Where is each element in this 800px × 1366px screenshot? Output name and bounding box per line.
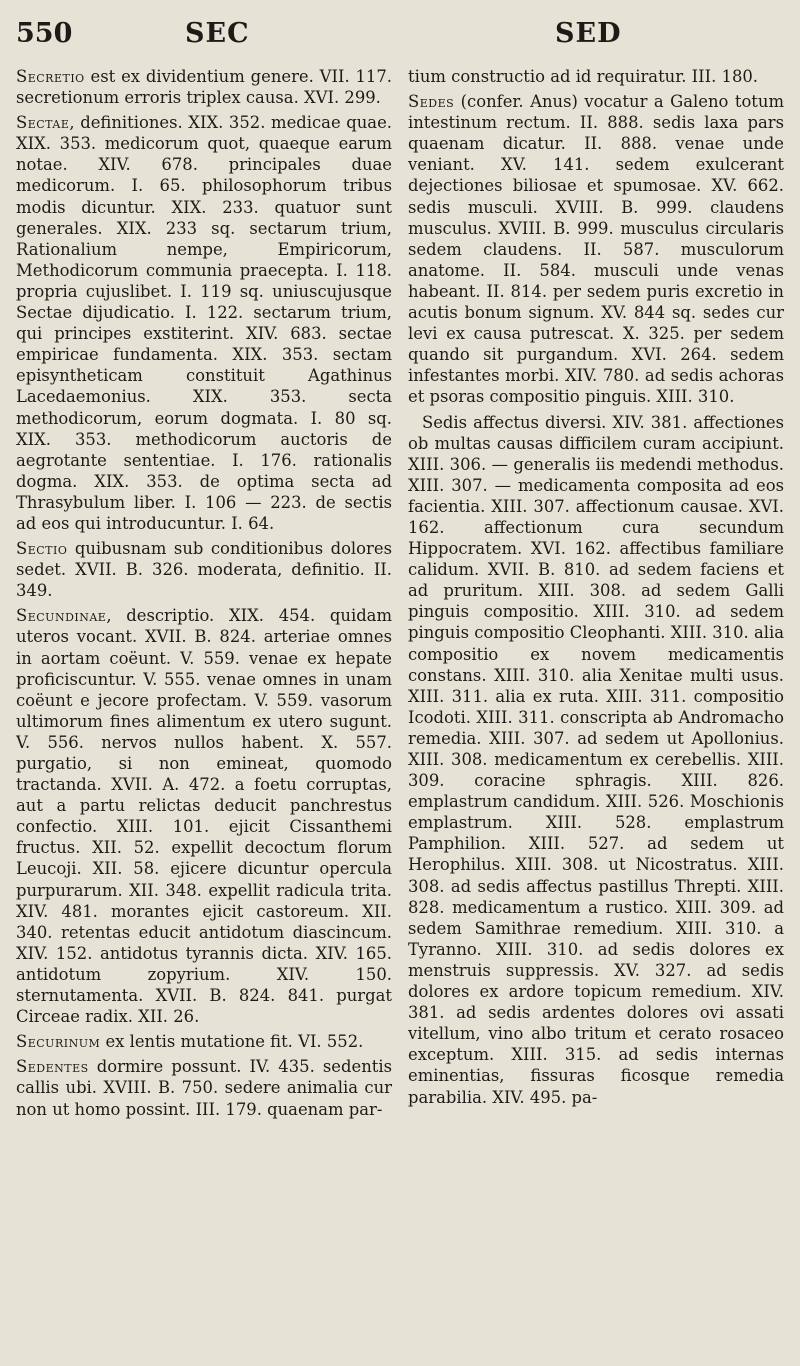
entry-text: Sedis affectus diversi. XIV. 381. affectiones ob multas causas difficilem curam accipiunt. XIII. 306. — generalis iis medendi methodus. XIII. 307. — medicamenta composita ad eos facientia. XIII. 307. affectionum causae. XVI. 162. affectionum cura secundum Hippocratem. XVI. 162. affectibus familiare calidum. XVII. B. 810. ad sedem faciens et ad pruritum. XIII. 308. ad sedem Galli pinguis compositio. XIII. 310. ad sedem pinguis compositio Cleophanti. XIII. 310. alia compositio ex novem medicamentis constans. XIII. 310. alia Xenitae multi usus. XIII. 311. alia ex ruta. XIII. 311. compositio Icodoti. XIII. 311. conscripta ab Andromacho remedia. XIII. 307. ad sedem ut Apollonius. XIII. 308. medicamentum ex cerebellis. XIII. 309. coracine sphragis. XIII. 826. emplastrum candidum. XIII. 526. Moschionis emplastrum. XIII. 528. emplastrum Pamphilion. XIII. 527. ad sedem ut Herophilus. XIII. 308. ut Nicostratus. XIII. 308. ad sedis affectus pastillus Threpti. XIII. 828. medicamentum a rustico. XIII. 309. ad sedem Samithrae remedium. XIII. 310. a Tyranno. XIII. 310. ad sedis dolores ex menstruis suppressis. XV. 327. ad sedis dolores ex ardore topicum remedium. XIV. 381. ad sedis ardentes dolores ovi assati vitellum, vino albo tritum et cerato rosaceo exceptum. XIII. 315. ad sedis internas eminentias, fissuras ficosque remedia parabilia. XIV. 495. pa- xyxy=(408,412,784,1107)
running-head-right: SED xyxy=(555,18,622,49)
index-entry xyxy=(16,605,392,1027)
entry-text: tium constructio ad id requiratur. III. 180. xyxy=(408,67,759,86)
entry-lemma: Sedentes xyxy=(16,1057,89,1077)
entry-text: , definitiones. XIX. 352. medicae quae. XIX. 353. medicorum quot, quaeque earum notae. XIV. 678. principales duae medicorum. I. 65. philosophorum tribus modis dicuntur. XIX. 233. quatuor sunt generales. XIX. 233 sq. sectarum trium, Rationalium nempe, Empiricorum, Methodicorum communia praecepta. I. 118. propria cujuslibet. I. 119 sq. uniuscujusque Sectae dijudicatio. I. 122. sectarum trium, qui principes exstiterint. XIV. 683. sectae empiricae fundamenta. XIX. 353. sectam episyntheticam constituit Agathinus Lacedaemonius. XIX. 353. secta methodicorum, eorum dogmata. I. 80 sq. XIX. 353. methodicorum auctoris de aegrotante sententiae. I. 176. rationalis dogma. XIX. 353. de optima secta ad Thrasybulum liber. I. 106 — 223. de sectis ad eos qui introducuntur. I. 64. xyxy=(16,113,392,533)
entry-lemma: Secretio xyxy=(16,67,85,86)
index-entry xyxy=(408,412,784,1108)
index-entry xyxy=(16,1056,392,1119)
entry-text: ex lentis mutatione fit. VI. 552. xyxy=(100,1032,364,1052)
entry-lemma: Sedes xyxy=(408,92,455,112)
index-entry xyxy=(16,1031,392,1052)
entry-lemma: Sectae xyxy=(16,113,70,133)
index-entry xyxy=(16,538,392,601)
entry-lemma: Sectio xyxy=(16,539,68,559)
page-header xyxy=(0,18,800,54)
index-entry xyxy=(408,66,784,87)
right-column xyxy=(408,66,784,1108)
index-entry xyxy=(16,66,392,108)
entry-text: , descriptio. XIX. 454. quidam uteros vocant. XVII. B. 824. arteriae omnes in aortam coëunt. V. 559. venae ex hepate proficiscuntur. V. 555. venae omnes in unam coëunt e jecore profectam. V. 559. vasorum ultimorum fines alimentum ex utero sugunt. V. 556. nervos nullos habent. X. 557. purgatio, si non emineat, quomodo tractanda. XVII. A. 472. a foetu corruptas, aut a partu relictas deducit panchrestus confectio. XIII. 101. ejicit Cissanthemi fructus. XII. 52. expellit decoctum florum Leucoji. XII. 58. ejicere dicuntur opercula purpurarum. XII. 348. expellit radicula trita. XIV. 481. morantes ejicit castoreum. XII. 340. retentas educit antidotum diascincum. XIV. 152. antidotus tyrannis dicta. XIV. 165. antidotum zopyrium. XIV. 150. sternutamenta. XVII. B. 824. 841. purgat Circeae radix. XII. 26. xyxy=(16,606,392,1027)
page-number: 550 xyxy=(16,18,73,49)
entry-text: dormire possunt. IV. 435. sedentis callis ubi. XVIII. B. 750. sedere animalia cur non ut homo possint. III. 179. quaenam par- xyxy=(16,1057,392,1119)
entry-lemma: Securinum xyxy=(16,1032,101,1052)
running-head-left: SEC xyxy=(185,18,250,49)
index-entry xyxy=(16,112,392,534)
index-entry xyxy=(408,91,784,407)
entry-lemma: Secundinae xyxy=(16,606,107,626)
left-column xyxy=(16,66,392,1120)
entry-text: (confer. Anus) vocatur a Galeno totum intestinum rectum. II. 888. sedis laxa pars quaenam dicatur. II. 888. venae unde veniant. XV. 141. sedem exulcerant dejectiones biliosae et spumosae. XV. 662. sedis musculi. XVIII. B. 999. claudens musculus. XVIII. B. 999. musculus circularis sedem claudens. II. 587. musculorum anatome. II. 584. musculi unde venas habeant. II. 814. per sedem puris excretio in acutis bonum signum. XV. 844 sq. sedes cur levi ex causa putrescat. X. 325. per sedem quando sit purgandum. XVI. 264. sedem infestantes morbi. XIV. 780. ad sedis achoras et psoras compositio pinguis. XIII. 310. xyxy=(408,92,784,407)
entry-text: quibusnam sub conditionibus dolores sedet. XVII. B. 326. moderata, definitio. II. 349. xyxy=(16,539,392,601)
entry-text: est ex dividentium genere. VII. 117. secretionum erroris triplex causa. XVI. 299. xyxy=(16,67,392,108)
